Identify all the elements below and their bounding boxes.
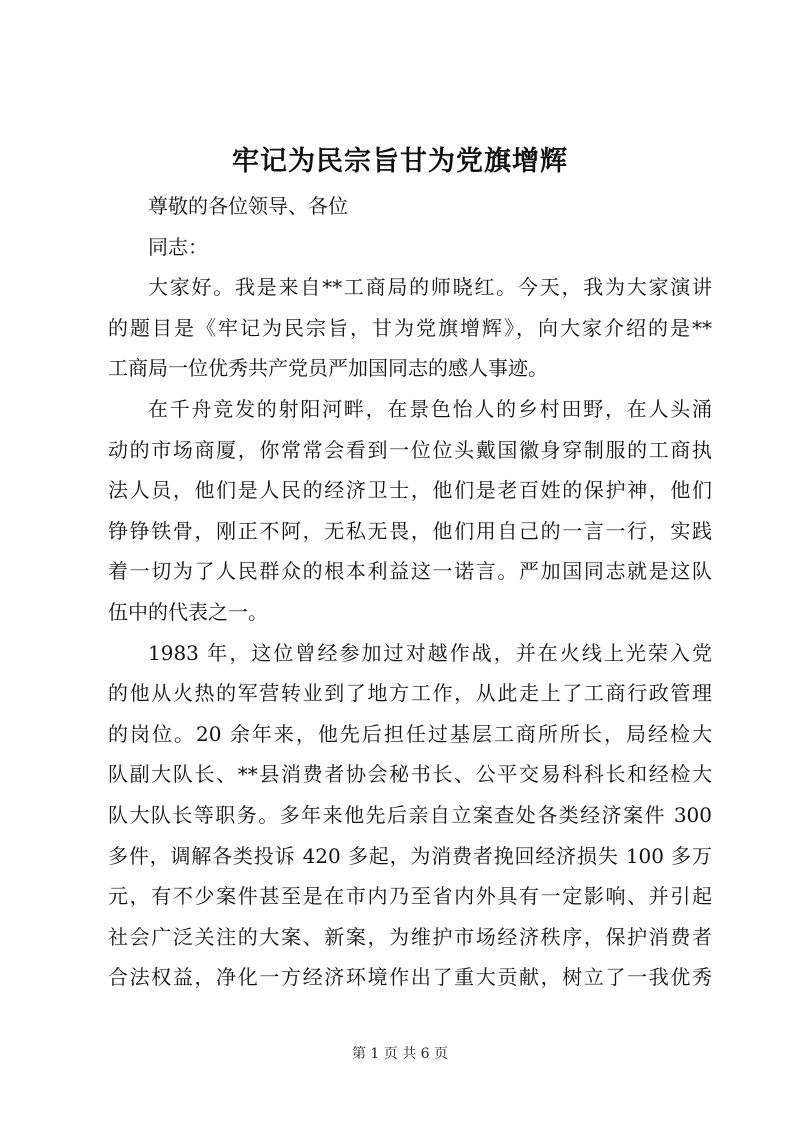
text-line: 法人员，他们是人民的经济卫士，他们是老百姓的保护神，他们 xyxy=(108,478,712,503)
text-line: 社会广泛关注的大案、新案，为维护市场经济秩序，保护消费者 xyxy=(108,924,712,949)
text-line: 尊敬的各位领导、各位 xyxy=(148,194,348,218)
text-line: 队大队长等职务。多年来他先后亲自立案查处各类经济案件 300 xyxy=(108,802,712,827)
text-line: 伍中的代表之一。 xyxy=(108,599,268,624)
text-line: 大家好。我是来自**工商局的师晓红。今天，我为大家演讲 xyxy=(148,275,712,300)
document-body xyxy=(108,186,712,998)
text-line: 的他从火热的军营转业到了地方工作，从此走上了工商行政管理 xyxy=(108,681,712,706)
page-footer: 第 1 页 共 6 页 xyxy=(351,1046,449,1062)
text-line: 多件，调解各类投诉 420 多起，为消费者挽回经济损失 100 多万 xyxy=(108,843,712,868)
text-line: 同志： xyxy=(148,234,208,259)
text-line: 的题目是《牢记为民宗旨，甘为党旗增辉》，向大家介绍的是** xyxy=(108,315,712,340)
text-line: 铮铮铁骨，刚正不阿，无私无畏，他们用自己的一言一行，实践 xyxy=(108,518,712,543)
text-line: 合法权益，净化一方经济环境作出了重大贡献，树立了一我优秀 xyxy=(108,965,712,990)
text-line: 动的市场商厦，你常常会看到一位位头戴国徽身穿制服的工商执 xyxy=(108,437,712,462)
text-line: 在千舟竞发的射阳河畔，在景色怡人的乡村田野，在人头涌 xyxy=(148,396,712,421)
document-title: 牢记为民宗旨甘为党旗增辉 xyxy=(232,146,568,177)
text-line: 1983 年，这位曾经参加过对越作战，并在火线上光荣入党 xyxy=(148,640,712,665)
text-line: 工商局一位优秀共产党员严加国同志的感人事迹。 xyxy=(108,356,548,381)
text-line: 队副大队长、**县消费者协会秘书长、公平交易科科长和经检大 xyxy=(108,762,712,787)
text-line: 元，有不少案件甚至是在市内乃至省内外具有一定影响、并引起 xyxy=(108,884,712,909)
text-line: 的岗位。20 余年来，他先后担任过基层工商所所长，局经检大 xyxy=(108,721,712,746)
text-line: 着一切为了人民群众的根本利益这一诺言。严加国同志就是这队 xyxy=(108,559,712,584)
